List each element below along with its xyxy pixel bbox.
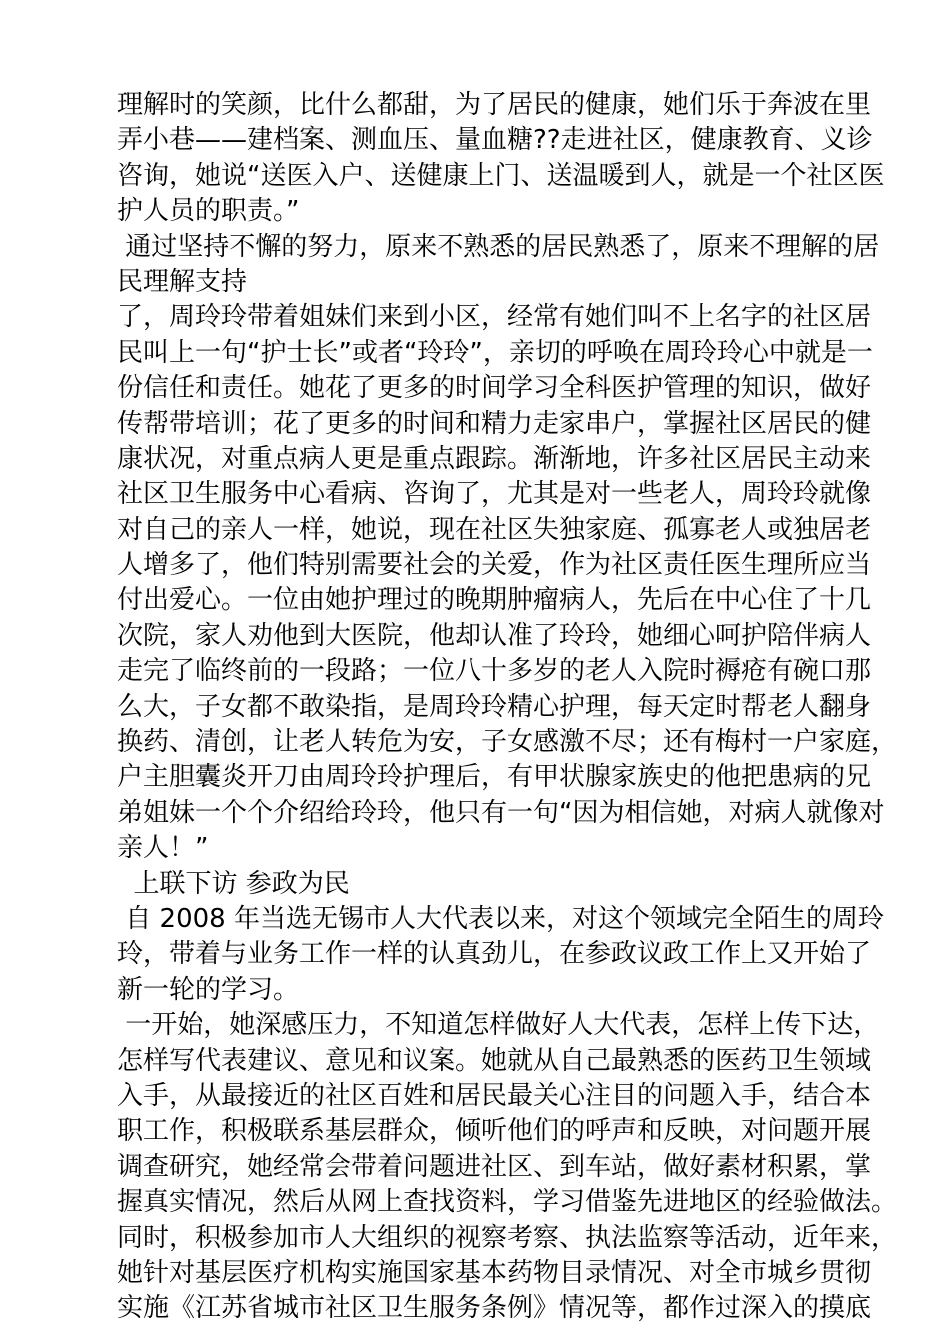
text-line: 民叫上一句“护士长”或者“玲玲”，亲切的呼唤在周玲玲心中就是一 bbox=[117, 337, 873, 368]
text-line: 通过坚持不懈的努力，原来不熟悉的居民熟悉了，原来不理解的居 bbox=[117, 231, 880, 262]
section-heading: 上联下访 参政为民 bbox=[117, 868, 350, 899]
text-line: 走完了临终前的一段路；一位八十多岁的老人入院时褥疮有碗口那 bbox=[117, 656, 872, 687]
text-line: 同时，积极参加市人大组织的视察考察、执法监察等活动，近年来， bbox=[117, 1222, 898, 1253]
text-line: 换药、清创，让老人转危为安，子女感激不尽；还有梅村一户家庭， bbox=[117, 727, 898, 758]
text-line: 了，周玲玲带着姐妹们来到小区，经常有她们叫不上名字的社区居 bbox=[117, 302, 872, 333]
text-line: 调查研究，她经常会带着问题进社区、到车站，做好素材积累，掌 bbox=[117, 1151, 872, 1182]
text-line: 新一轮的学习。 bbox=[117, 974, 300, 1005]
text-line: 弟姐妹一个个介绍给玲玲，他只有一句“因为相信她，对病人就像对 bbox=[117, 797, 885, 828]
text-line: 对自己的亲人一样，她说，现在社区失独家庭、孤寡老人或独居老 bbox=[117, 514, 872, 545]
text-line: 么大，子女都不敢染指，是周玲玲精心护理，每天定时帮老人翻身 bbox=[117, 691, 872, 722]
text-line: 付出爱心。一位由她护理过的晚期肿瘤病人，先后在中心住了十几 bbox=[117, 585, 872, 616]
text-line: 传帮带培训；花了更多的时间和精力走家串户，掌握社区居民的健 bbox=[117, 408, 872, 439]
text-line: 实施《江苏省城市社区卫生服务条例》情况等，都作过深入的摸底 bbox=[117, 1293, 872, 1324]
text-line: 份信任和责任。她花了更多的时间学习全科医护管理的知识，做好 bbox=[117, 373, 872, 404]
text-line: 入手，从最接近的社区百姓和居民最关心注目的问题入手，结合本 bbox=[117, 1080, 872, 1111]
text-line: 人增多了，他们特别需要社会的关爱，作为社区责任医生理所应当 bbox=[117, 550, 872, 581]
text-line: 怎样写代表建议、意见和议案。她就从自己最熟悉的医药卫生领域 bbox=[117, 1045, 872, 1076]
text-line: 康状况，对重点病人更是重点跟踪。渐渐地，许多社区居民主动来 bbox=[117, 443, 872, 474]
text-line: 民理解支持 bbox=[117, 266, 248, 297]
text-line: 社区卫生服务中心看病、咨询了，尤其是对一些老人，周玲玲就像 bbox=[117, 479, 872, 510]
text-line: 玲，带着与业务工作一样的认真劲儿，在参政议政工作上又开始了 bbox=[117, 939, 872, 970]
text-line: 职工作，积极联系基层群众，倾听他们的呼声和反映，对问题开展 bbox=[117, 1116, 872, 1147]
text-line: 户主胆囊炎开刀由周玲玲护理后，有甲状腺家族史的他把患病的兄 bbox=[117, 762, 872, 793]
text-line: 握真实情况，然后从网上查找资料，学习借鉴先进地区的经验做法。 bbox=[117, 1187, 898, 1218]
text-line: 自 2008 年当选无锡市人大代表以来，对这个领域完全陌生的周玲 bbox=[117, 903, 884, 934]
text-line: 亲人！” bbox=[117, 833, 209, 864]
text-line: 咨询，她说“送医入户、送健康上门、送温暖到人，就是一个社区医 bbox=[117, 160, 885, 191]
text-line: 一开始，她深感压力，不知道怎样做好人大代表，怎样上传下达， bbox=[117, 1010, 880, 1041]
text-line: 她针对基层医疗机构实施国家基本药物目录情况、对全市城乡贯彻 bbox=[117, 1257, 872, 1288]
text-line: 护人员的职责。” bbox=[117, 196, 300, 227]
document-body bbox=[117, 88, 898, 1327]
text-line: 弄小巷——建档案、测血压、量血糖??走进社区，健康教育、义诊 bbox=[117, 125, 873, 156]
text-line: 次院，家人劝他到大医院，他却认准了玲玲，她细心呵护陪伴病人 bbox=[117, 620, 872, 651]
text-line: 理解时的笑颜，比什么都甜，为了居民的健康，她们乐于奔波在里 bbox=[117, 90, 872, 120]
